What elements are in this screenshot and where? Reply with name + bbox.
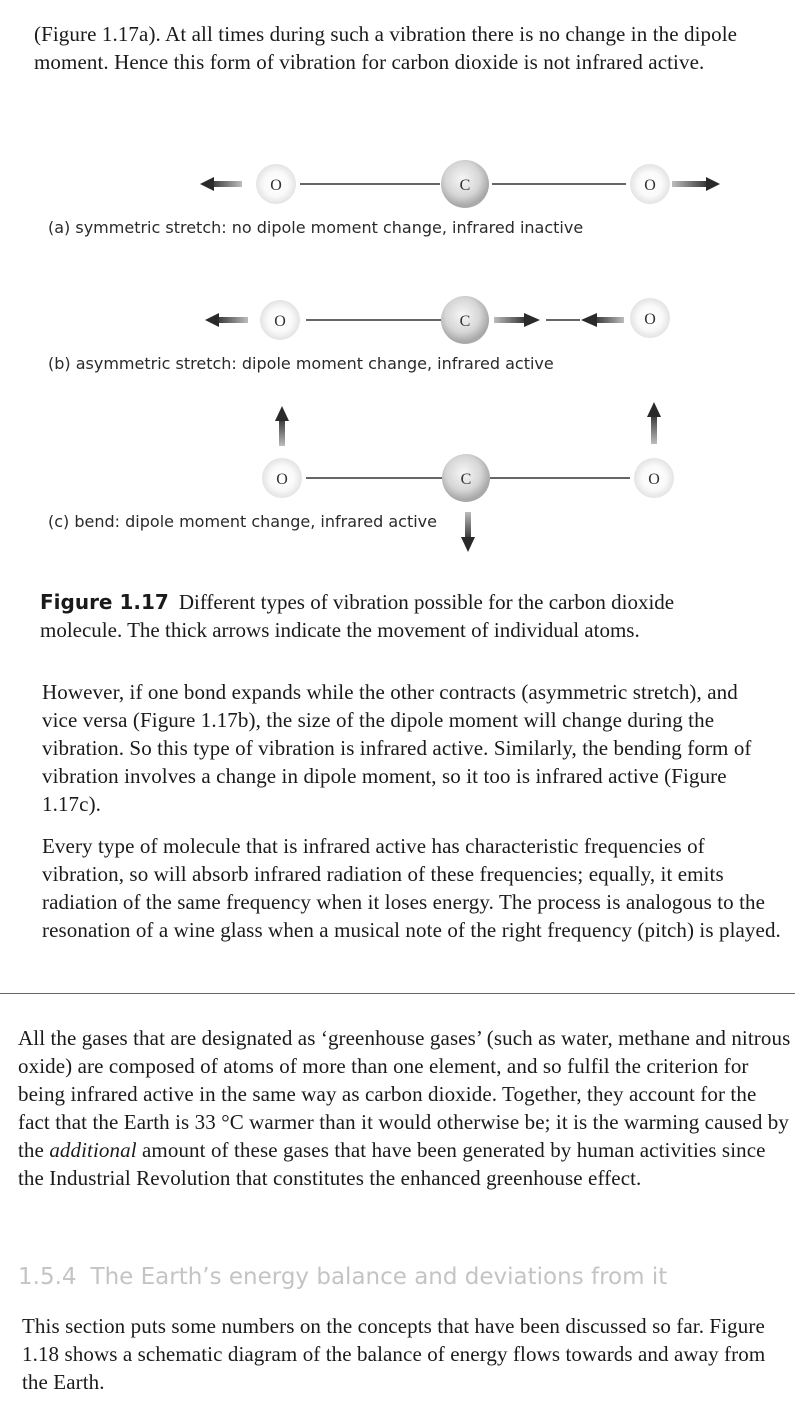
oxygen-symbol: O <box>644 177 656 194</box>
section-paragraph: This section puts some numbers on the concepts that have been discussed so far. Figure 1.18 shows a schematic diagram of the balance of energy flows towards and away from the Earth. <box>22 1314 766 1394</box>
greenhouse-text-end: amount of these gases that have been generated by human activities since the Industrial Revolution that constitutes the enhanced greenhouse effect. <box>18 1138 766 1190</box>
section-title: The Earth’s energy balance and deviations from it <box>90 1264 668 1290</box>
every-molecule-paragraph: Every type of molecule that is infrared active has characteristic frequencies of vibration, so will absorb infrared radiation of these frequencies; equally, it emits radiation of the same frequency when it loses energy. The process is analogous to the resonation of a wine glass when a musical note of the right frequency (pitch) is played. <box>42 834 781 942</box>
section-heading <box>18 1264 667 1290</box>
molecule-a <box>200 160 720 208</box>
arrow-up-icon <box>275 406 289 446</box>
intro-paragraph: (Figure 1.17a). At all times during such a vibration there is no change in the dipole moment. Hence this form of vibration for carbon dioxide is not infrared active. <box>34 22 738 74</box>
arrow-down-icon <box>461 512 475 552</box>
section-number: 1.5.4 <box>18 1264 77 1290</box>
oxygen-symbol: O <box>270 177 282 194</box>
figure-label: Figure 1.17 <box>40 590 169 614</box>
oxygen-symbol: O <box>274 313 286 330</box>
horizontal-divider <box>0 993 795 994</box>
label-bend: (c) bend: dipole moment change, infrared active <box>48 512 437 531</box>
caption-text: Different types of vibration possible for the carbon dioxide molecule. The thick arrows indicate the movement of individual atoms. <box>40 590 675 642</box>
oxygen-symbol: O <box>644 311 656 328</box>
greenhouse-paragraph <box>18 1024 793 1192</box>
figure-caption <box>40 588 760 644</box>
arrow-right-icon <box>494 313 540 327</box>
greenhouse-text-start: All the gases that are designated as ‘greenhouse gases’ (such as water, methane and nitrous oxide) are composed of atoms of more than one element, and so fulfil the criterion for being infrared active in the same way as carbon dioxide. Together, they account for the fact that the Earth is 33 °C warmer than it would otherwise be; it is the warming caused by the <box>18 1026 791 1162</box>
arrow-left-icon <box>205 313 248 327</box>
carbon-symbol: C <box>459 313 471 330</box>
oxygen-symbol: O <box>648 471 660 488</box>
carbon-symbol: C <box>460 471 472 488</box>
label-asymmetric-stretch: (b) asymmetric stretch: dipole moment change, infrared active <box>48 354 554 373</box>
oxygen-symbol: O <box>276 471 288 488</box>
arrow-right-icon <box>672 177 720 191</box>
arrow-left-icon <box>200 177 242 191</box>
arrow-left-icon <box>581 313 624 327</box>
arrow-up-icon <box>647 402 661 444</box>
label-symmetric-stretch: (a) symmetric stretch: no dipole moment change, infrared inactive <box>48 218 584 237</box>
carbon-symbol: C <box>459 177 471 194</box>
molecule-b <box>205 296 670 344</box>
however-paragraph: However, if one bond expands while the other contracts (asymmetric stretch), and vice versa (Figure 1.17b), the size of the dipole moment will change during the vibration. So this type of vibration is infrared active. Similarly, the bending form of vibration involves a change in dipole moment, so it too is infrared active (Figure 1.17c). <box>42 680 752 816</box>
greenhouse-emphasis: additional <box>49 1138 137 1162</box>
